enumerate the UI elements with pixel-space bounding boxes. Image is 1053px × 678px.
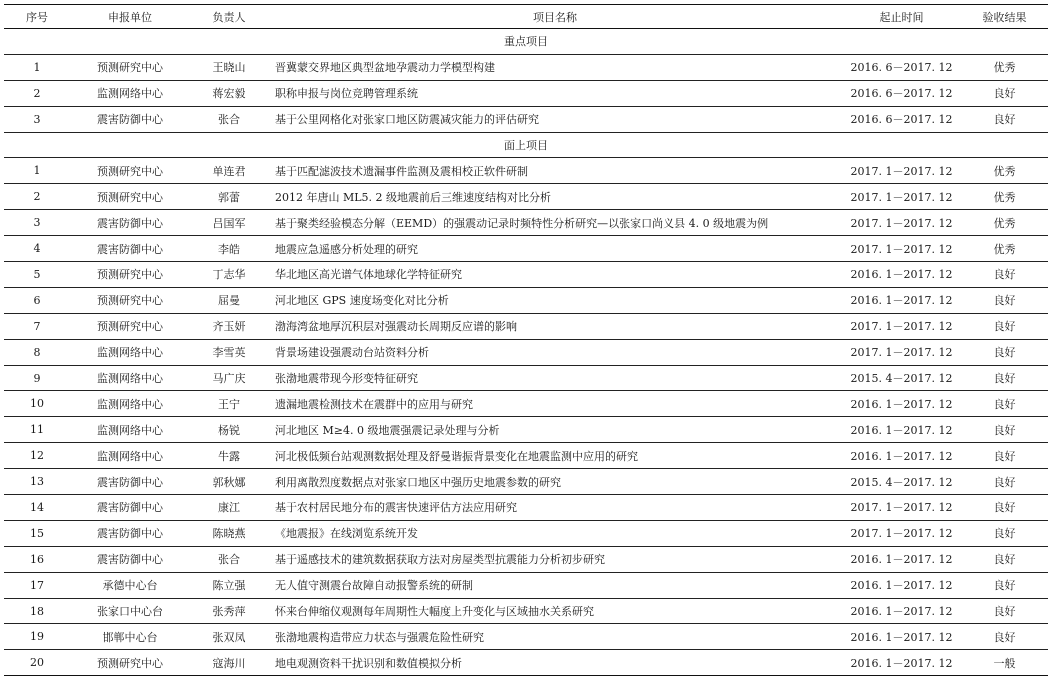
cell-result: 优秀 <box>961 184 1048 210</box>
cell-no: 8 <box>4 339 70 365</box>
cell-unit: 监测网络中心 <box>70 391 190 417</box>
cell-project-name: 张渤地震构造带应力状态与强震危险性研究 <box>268 624 842 650</box>
cell-lead: 蒋宏毅 <box>190 80 268 106</box>
cell-project-name: 地震应急遥感分析处理的研究 <box>268 236 842 262</box>
cell-project-name: 遗漏地震检测技术在震群中的应用与研究 <box>268 391 842 417</box>
cell-result: 良好 <box>961 572 1048 598</box>
cell-no: 15 <box>4 520 70 546</box>
cell-period: 2017. 1－2017. 12 <box>842 210 961 236</box>
cell-no: 3 <box>4 210 70 236</box>
document-page <box>4 4 1048 676</box>
header-project-name: 项目名称 <box>268 5 842 29</box>
cell-project-name: 渤海湾盆地厚沉积层对强震动长周期反应谱的影响 <box>268 313 842 339</box>
table-row <box>4 184 1048 210</box>
group-title: 重点项目 <box>4 29 1048 55</box>
cell-period: 2016. 1－2017. 12 <box>842 624 961 650</box>
cell-unit: 监测网络中心 <box>70 417 190 443</box>
cell-no: 2 <box>4 184 70 210</box>
cell-no: 20 <box>4 650 70 676</box>
table-row <box>4 158 1048 184</box>
cell-result: 优秀 <box>961 236 1048 262</box>
cell-no: 10 <box>4 391 70 417</box>
cell-period: 2016. 1－2017. 12 <box>842 650 961 676</box>
cell-period: 2015. 4－2017. 12 <box>842 469 961 495</box>
table-row <box>4 546 1048 572</box>
cell-result: 良好 <box>961 287 1048 313</box>
table-header <box>4 5 1048 29</box>
cell-project-name: 利用离散烈度数据点对张家口地区中强历史地震参数的研究 <box>268 469 842 495</box>
table-row <box>4 572 1048 598</box>
cell-unit: 监测网络中心 <box>70 339 190 365</box>
table-row <box>4 106 1048 132</box>
table-row <box>4 443 1048 469</box>
cell-period: 2017. 1－2017. 12 <box>842 495 961 521</box>
cell-no: 12 <box>4 443 70 469</box>
cell-result: 良好 <box>961 546 1048 572</box>
cell-no: 1 <box>4 158 70 184</box>
cell-period: 2017. 1－2017. 12 <box>842 236 961 262</box>
cell-period: 2016. 6－2017. 12 <box>842 54 961 80</box>
group-row <box>4 29 1048 55</box>
cell-no: 5 <box>4 262 70 288</box>
cell-result: 良好 <box>961 624 1048 650</box>
cell-unit: 震害防御中心 <box>70 236 190 262</box>
cell-result: 优秀 <box>961 158 1048 184</box>
cell-unit: 震害防御中心 <box>70 520 190 546</box>
cell-unit: 承德中心台 <box>70 572 190 598</box>
cell-unit: 震害防御中心 <box>70 546 190 572</box>
cell-lead: 陈晓燕 <box>190 520 268 546</box>
header-unit: 申报单位 <box>70 5 190 29</box>
cell-result: 良好 <box>961 365 1048 391</box>
cell-project-name: 地电观测资料干扰识别和数值模拟分析 <box>268 650 842 676</box>
cell-unit: 预测研究中心 <box>70 287 190 313</box>
cell-lead: 郭蕾 <box>190 184 268 210</box>
cell-result: 良好 <box>961 520 1048 546</box>
cell-period: 2016. 1－2017. 12 <box>842 287 961 313</box>
cell-unit: 监测网络中心 <box>70 443 190 469</box>
cell-unit: 预测研究中心 <box>70 158 190 184</box>
cell-project-name: 怀来台伸缩仪观测每年周期性大幅度上升变化与区域抽水关系研究 <box>268 598 842 624</box>
cell-period: 2016. 1－2017. 12 <box>842 546 961 572</box>
cell-period: 2016. 6－2017. 12 <box>842 106 961 132</box>
header-period: 起止时间 <box>842 5 961 29</box>
group-title: 面上项目 <box>4 132 1048 158</box>
table-row <box>4 469 1048 495</box>
cell-result: 优秀 <box>961 210 1048 236</box>
cell-lead: 王宁 <box>190 391 268 417</box>
cell-project-name: 基于公里网格化对张家口地区防震减灾能力的评估研究 <box>268 106 842 132</box>
cell-result: 良好 <box>961 469 1048 495</box>
cell-project-name: 基于农村居民地分布的震害快速评估方法应用研究 <box>268 495 842 521</box>
cell-unit: 震害防御中心 <box>70 210 190 236</box>
header-no: 序号 <box>4 5 70 29</box>
cell-unit: 预测研究中心 <box>70 262 190 288</box>
cell-project-name: 河北地区 GPS 速度场变化对比分析 <box>268 287 842 313</box>
cell-unit: 预测研究中心 <box>70 650 190 676</box>
cell-result: 良好 <box>961 495 1048 521</box>
cell-period: 2016. 1－2017. 12 <box>842 443 961 469</box>
table-row <box>4 391 1048 417</box>
header-row <box>4 5 1048 29</box>
table-row <box>4 520 1048 546</box>
cell-no: 3 <box>4 106 70 132</box>
cell-project-name: 晋冀蒙交界地区典型盆地孕震动力学模型构建 <box>268 54 842 80</box>
cell-lead: 马广庆 <box>190 365 268 391</box>
cell-no: 19 <box>4 624 70 650</box>
cell-no: 2 <box>4 80 70 106</box>
table-row <box>4 624 1048 650</box>
cell-project-name: 河北极低频台站观测数据处理及舒曼谐振背景变化在地震监测中应用的研究 <box>268 443 842 469</box>
cell-no: 7 <box>4 313 70 339</box>
cell-period: 2017. 1－2017. 12 <box>842 184 961 210</box>
table-row <box>4 262 1048 288</box>
table-row <box>4 417 1048 443</box>
cell-no: 17 <box>4 572 70 598</box>
cell-project-name: 基于匹配滤波技术遗漏事件监测及震相校正软件研制 <box>268 158 842 184</box>
cell-lead: 康江 <box>190 495 268 521</box>
cell-period: 2016. 1－2017. 12 <box>842 572 961 598</box>
cell-no: 6 <box>4 287 70 313</box>
table-row <box>4 80 1048 106</box>
cell-lead: 齐玉妍 <box>190 313 268 339</box>
cell-period: 2016. 1－2017. 12 <box>842 598 961 624</box>
cell-unit: 监测网络中心 <box>70 80 190 106</box>
cell-lead: 陈立强 <box>190 572 268 598</box>
cell-result: 良好 <box>961 262 1048 288</box>
cell-no: 13 <box>4 469 70 495</box>
cell-unit: 张家口中心台 <box>70 598 190 624</box>
cell-project-name: 华北地区高光谱气体地球化学特征研究 <box>268 262 842 288</box>
header-lead: 负责人 <box>190 5 268 29</box>
cell-no: 14 <box>4 495 70 521</box>
cell-lead: 牛露 <box>190 443 268 469</box>
table-row <box>4 313 1048 339</box>
cell-no: 4 <box>4 236 70 262</box>
group-row <box>4 132 1048 158</box>
cell-lead: 郭秋娜 <box>190 469 268 495</box>
cell-lead: 丁志华 <box>190 262 268 288</box>
cell-result: 良好 <box>961 417 1048 443</box>
cell-result: 良好 <box>961 598 1048 624</box>
cell-period: 2015. 4－2017. 12 <box>842 365 961 391</box>
cell-result: 良好 <box>961 80 1048 106</box>
cell-period: 2017. 1－2017. 12 <box>842 313 961 339</box>
cell-unit: 预测研究中心 <box>70 313 190 339</box>
cell-period: 2016. 1－2017. 12 <box>842 417 961 443</box>
cell-period: 2016. 1－2017. 12 <box>842 391 961 417</box>
cell-project-name: 无人值守测震台故障自动报警系统的研制 <box>268 572 842 598</box>
cell-unit: 震害防御中心 <box>70 106 190 132</box>
cell-project-name: 河北地区 M≥4. 0 级地震强震记录处理与分析 <box>268 417 842 443</box>
cell-result: 良好 <box>961 339 1048 365</box>
cell-project-name: 基于聚类经验模态分解（EEMD）的强震动记录时频特性分析研究—以张家口尚义县 4. 0 级地震为例 <box>268 210 842 236</box>
cell-no: 16 <box>4 546 70 572</box>
table-row <box>4 495 1048 521</box>
cell-period: 2017. 1－2017. 12 <box>842 158 961 184</box>
cell-result: 良好 <box>961 313 1048 339</box>
table-body <box>4 29 1048 676</box>
cell-lead: 张合 <box>190 106 268 132</box>
cell-lead: 张双凤 <box>190 624 268 650</box>
cell-project-name: 职称申报与岗位竞聘管理系统 <box>268 80 842 106</box>
cell-no: 1 <box>4 54 70 80</box>
cell-period: 2017. 1－2017. 12 <box>842 520 961 546</box>
cell-no: 9 <box>4 365 70 391</box>
table-row <box>4 236 1048 262</box>
table-row <box>4 598 1048 624</box>
cell-lead: 李雪英 <box>190 339 268 365</box>
cell-result: 一般 <box>961 650 1048 676</box>
cell-no: 11 <box>4 417 70 443</box>
cell-project-name: 背景场建设强震动台站资料分析 <box>268 339 842 365</box>
cell-period: 2017. 1－2017. 12 <box>842 339 961 365</box>
cell-project-name: 《地震报》在线浏览系统开发 <box>268 520 842 546</box>
cell-lead: 屈曼 <box>190 287 268 313</box>
cell-lead: 王晓山 <box>190 54 268 80</box>
table-row <box>4 365 1048 391</box>
cell-lead: 吕国军 <box>190 210 268 236</box>
cell-unit: 监测网络中心 <box>70 365 190 391</box>
cell-lead: 单连君 <box>190 158 268 184</box>
project-acceptance-table <box>4 4 1048 676</box>
table-row <box>4 339 1048 365</box>
cell-unit: 震害防御中心 <box>70 469 190 495</box>
cell-project-name: 2012 年唐山 ML5. 2 级地震前后三维速度结构对比分析 <box>268 184 842 210</box>
cell-unit: 震害防御中心 <box>70 495 190 521</box>
cell-result: 良好 <box>961 106 1048 132</box>
cell-lead: 寇海川 <box>190 650 268 676</box>
table-row <box>4 54 1048 80</box>
cell-lead: 张秀萍 <box>190 598 268 624</box>
cell-result: 良好 <box>961 443 1048 469</box>
cell-project-name: 基于遥感技术的建筑数据获取方法对房屋类型抗震能力分析初步研究 <box>268 546 842 572</box>
table-row <box>4 650 1048 676</box>
cell-period: 2016. 6－2017. 12 <box>842 80 961 106</box>
cell-unit: 预测研究中心 <box>70 184 190 210</box>
cell-result: 良好 <box>961 391 1048 417</box>
cell-project-name: 张渤地震带现今形变特征研究 <box>268 365 842 391</box>
cell-result: 优秀 <box>961 54 1048 80</box>
header-result: 验收结果 <box>961 5 1048 29</box>
cell-unit: 邯郸中心台 <box>70 624 190 650</box>
cell-no: 18 <box>4 598 70 624</box>
cell-lead: 杨锐 <box>190 417 268 443</box>
cell-period: 2016. 1－2017. 12 <box>842 262 961 288</box>
table-row <box>4 287 1048 313</box>
cell-unit: 预测研究中心 <box>70 54 190 80</box>
table-row <box>4 210 1048 236</box>
cell-lead: 李皓 <box>190 236 268 262</box>
cell-lead: 张合 <box>190 546 268 572</box>
